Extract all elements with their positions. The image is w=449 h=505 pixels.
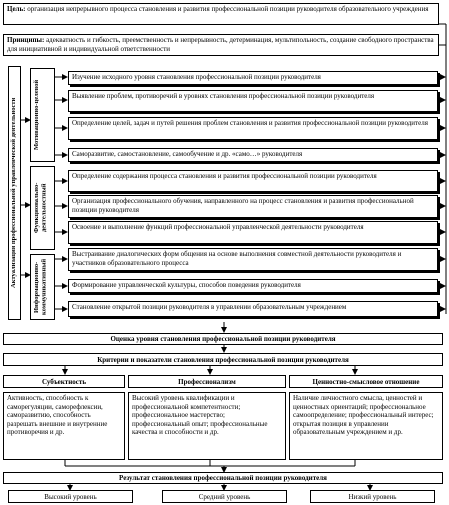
step-4-text: Саморазвитие, самостановление, самообучение и др. «само…» руководителя xyxy=(72,150,303,158)
step-1 xyxy=(68,71,438,85)
column-3-body xyxy=(289,392,443,460)
assessment-box xyxy=(3,333,443,345)
step-5 xyxy=(68,170,438,192)
stage-motivation-label: Мотивационно-целевой xyxy=(33,79,40,151)
column-2-title xyxy=(128,375,286,388)
column-2-body-text: Высокий уровень квалификации и профессиональной компетентности; профессиональное мастерство; профессиональный опыт; профессиональные качества и способности и др. xyxy=(132,394,268,437)
column-1-title-text: Субъектность xyxy=(41,378,87,386)
level-high-text: Высокий уровень xyxy=(44,493,97,501)
step-6 xyxy=(68,195,438,218)
goal-box xyxy=(3,3,439,25)
column-2-title-text: Профессионализм xyxy=(178,378,236,386)
step-9 xyxy=(68,279,438,293)
criteria-text: Критерии и показатели становления профессиональной позиции руководителя xyxy=(97,356,349,364)
step-8 xyxy=(68,248,438,271)
step-3-text: Определение целей, задач и путей решения проблем становления и развития профессиональной позиции руководителя xyxy=(72,119,428,127)
actualization-label: Актуализация профессиональной управленческой деятельности xyxy=(10,97,17,289)
step-10-text: Становление открытой позиции руководителя в управлении образовательным учреждением xyxy=(72,303,347,311)
step-1-text: Изучение исходного уровня становления профессиональной позиции руководителя xyxy=(72,73,321,81)
step-2 xyxy=(68,90,438,112)
column-1-body xyxy=(3,392,125,460)
stage-information xyxy=(30,254,55,320)
stage-motivation xyxy=(30,68,55,162)
actualization-bar xyxy=(8,66,21,320)
column-1-body-text: Активность, способность к саморегуляции, саморефлексии, саморазвитию, способность разрешать внешние и внутренние противоречия и др. xyxy=(7,394,108,437)
level-low-text: Низкий уровень xyxy=(348,493,397,501)
step-8-text: Выстраивание диалогических форм общения на основе выполнения совместной деятельности руководителя и участников образовательного процесса xyxy=(72,250,402,267)
step-7 xyxy=(68,221,438,244)
step-9-text: Формирование управленческой культуры, способов поведения руководителя xyxy=(72,281,301,289)
level-high xyxy=(8,490,133,503)
stage-functional xyxy=(30,166,55,250)
result-box xyxy=(3,472,443,484)
step-10 xyxy=(68,301,438,317)
criteria-box xyxy=(3,353,443,366)
goal-label: Цель: xyxy=(7,5,26,13)
level-low xyxy=(310,490,435,503)
column-2-body xyxy=(128,392,286,460)
step-4 xyxy=(68,148,438,162)
step-5-text: Определение содержания процесса становления и развития профессиональной позиции руководителя xyxy=(72,172,377,180)
level-medium xyxy=(162,490,287,503)
column-3-body-text: Наличие личностного смысла, ценностей и ценностных ориентаций; профессиональное самоопределение; профессиональный интерес; открытая позиция в управлении образовательным учреждением и др. xyxy=(293,394,434,437)
principles-text: адекватность и гибкость, преемственность и непрерывность, детерминация, мультипольность, создание свободного пространства для инициативной и индивидуальной ответственности xyxy=(7,36,434,53)
step-2-text: Выявление проблем, противоречий в уровнях становления профессиональной позиции руководителя xyxy=(72,92,375,100)
principles-label: Принципы: xyxy=(7,36,45,44)
stage-functional-label: Функционально-деятельностный xyxy=(33,182,48,234)
step-7-text: Освоение и выполнение функций профессиональной управленческой деятельности руководителя xyxy=(72,223,364,231)
column-3-title-text: Ценностно-смысловое отношение xyxy=(312,378,420,386)
stage-information-label: Информационно-коммуникативный xyxy=(33,258,48,316)
level-medium-text: Средний уровень xyxy=(198,493,251,501)
column-3-title xyxy=(289,375,443,388)
goal-text: организация непрерывного процесса становления и развития профессиональной позиции руководителя образовательного учреждения xyxy=(27,5,429,13)
result-text: Результат становления профессиональной позиции руководителя xyxy=(119,474,327,482)
step-3 xyxy=(68,117,438,140)
column-1-title xyxy=(3,375,125,388)
principles-box xyxy=(3,34,439,56)
assessment-text: Оценка уровня становления профессиональной позиции руководителя xyxy=(110,335,336,343)
step-6-text: Организация профессионального обучения, направленного на процесс становления и развития профессиональной позиции руководителя xyxy=(72,197,414,214)
